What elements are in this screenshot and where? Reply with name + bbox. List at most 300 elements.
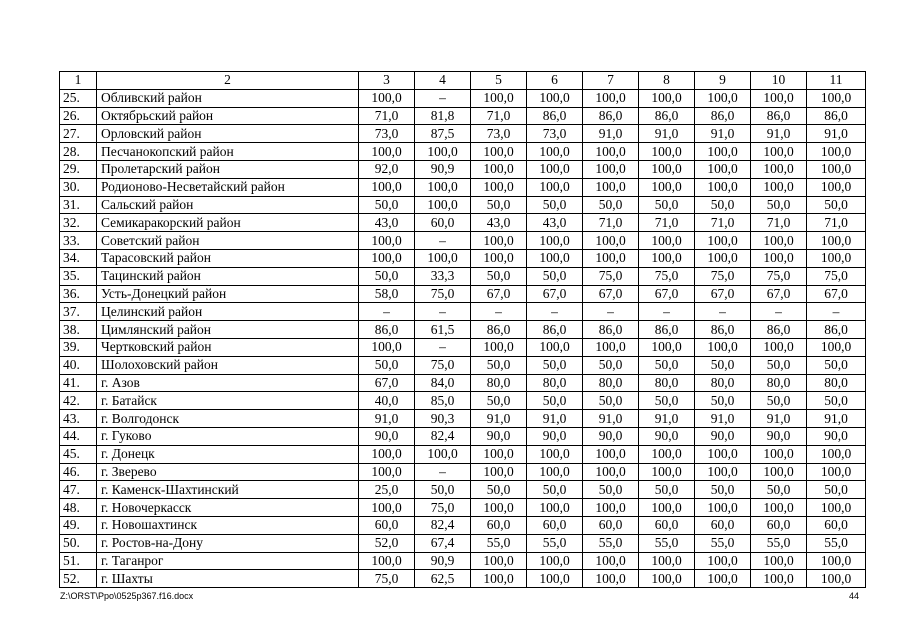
value-cell: 91,0 bbox=[583, 410, 639, 428]
header-cell: 11 bbox=[807, 72, 866, 90]
row-number-cell: 47. bbox=[60, 481, 97, 499]
value-cell: – bbox=[471, 303, 527, 321]
value-cell: 100,0 bbox=[807, 552, 866, 570]
value-cell: 25,0 bbox=[359, 481, 415, 499]
value-cell: 50,0 bbox=[807, 481, 866, 499]
value-cell: 100,0 bbox=[471, 445, 527, 463]
value-cell: 100,0 bbox=[583, 499, 639, 517]
table-row bbox=[60, 356, 866, 374]
value-cell: 90,0 bbox=[471, 427, 527, 445]
table-row bbox=[60, 232, 866, 250]
value-cell: – bbox=[807, 303, 866, 321]
value-cell: 43,0 bbox=[359, 214, 415, 232]
value-cell: 86,0 bbox=[527, 321, 583, 339]
value-cell: 75,0 bbox=[415, 285, 471, 303]
value-cell: 86,0 bbox=[639, 321, 695, 339]
value-cell: 100,0 bbox=[471, 178, 527, 196]
district-name-cell: г. Ростов-на-Дону bbox=[97, 534, 359, 552]
value-cell: 100,0 bbox=[583, 463, 639, 481]
value-cell: 100,0 bbox=[415, 178, 471, 196]
value-cell: 100,0 bbox=[751, 89, 807, 107]
value-cell: 71,0 bbox=[359, 107, 415, 125]
value-cell: 60,0 bbox=[527, 516, 583, 534]
value-cell: 86,0 bbox=[471, 321, 527, 339]
row-number-cell: 27. bbox=[60, 125, 97, 143]
value-cell: 100,0 bbox=[639, 463, 695, 481]
row-number-cell: 30. bbox=[60, 178, 97, 196]
value-cell: 80,0 bbox=[583, 374, 639, 392]
value-cell: 75,0 bbox=[639, 267, 695, 285]
value-cell: 100,0 bbox=[807, 178, 866, 196]
value-cell: 100,0 bbox=[751, 570, 807, 588]
row-number-cell: 29. bbox=[60, 160, 97, 178]
value-cell: 67,0 bbox=[639, 285, 695, 303]
value-cell: 60,0 bbox=[639, 516, 695, 534]
value-cell: 100,0 bbox=[639, 249, 695, 267]
table-row bbox=[60, 196, 866, 214]
value-cell: 85,0 bbox=[415, 392, 471, 410]
value-cell: 100,0 bbox=[471, 89, 527, 107]
value-cell: 50,0 bbox=[695, 196, 751, 214]
value-cell: 82,4 bbox=[415, 427, 471, 445]
value-cell: – bbox=[359, 303, 415, 321]
value-cell: 100,0 bbox=[807, 445, 866, 463]
value-cell: 50,0 bbox=[639, 356, 695, 374]
row-number-cell: 36. bbox=[60, 285, 97, 303]
value-cell: 50,0 bbox=[583, 481, 639, 499]
value-cell: 60,0 bbox=[695, 516, 751, 534]
value-cell: 100,0 bbox=[807, 499, 866, 517]
value-cell: 100,0 bbox=[639, 570, 695, 588]
value-cell: 50,0 bbox=[471, 356, 527, 374]
value-cell: 67,0 bbox=[471, 285, 527, 303]
table-row bbox=[60, 499, 866, 517]
district-name-cell: г. Каменск-Шахтинский bbox=[97, 481, 359, 499]
value-cell: 100,0 bbox=[807, 570, 866, 588]
value-cell: 100,0 bbox=[359, 178, 415, 196]
value-cell: 100,0 bbox=[359, 499, 415, 517]
value-cell: 90,0 bbox=[751, 427, 807, 445]
value-cell: 90,0 bbox=[695, 427, 751, 445]
value-cell: 73,0 bbox=[471, 125, 527, 143]
value-cell: 100,0 bbox=[527, 338, 583, 356]
value-cell: 100,0 bbox=[639, 338, 695, 356]
value-cell: 86,0 bbox=[695, 107, 751, 125]
value-cell: 90,0 bbox=[527, 427, 583, 445]
value-cell: 55,0 bbox=[527, 534, 583, 552]
value-cell: 100,0 bbox=[527, 463, 583, 481]
value-cell: 90,3 bbox=[415, 410, 471, 428]
value-cell: 80,0 bbox=[695, 374, 751, 392]
value-cell: 50,0 bbox=[807, 356, 866, 374]
value-cell: 50,0 bbox=[471, 481, 527, 499]
row-number-cell: 37. bbox=[60, 303, 97, 321]
row-number-cell: 41. bbox=[60, 374, 97, 392]
row-number-cell: 39. bbox=[60, 338, 97, 356]
value-cell: 100,0 bbox=[527, 499, 583, 517]
value-cell: 100,0 bbox=[583, 552, 639, 570]
value-cell: 62,5 bbox=[415, 570, 471, 588]
district-name-cell: Октябрьский район bbox=[97, 107, 359, 125]
value-cell: 100,0 bbox=[471, 249, 527, 267]
value-cell: 86,0 bbox=[639, 107, 695, 125]
value-cell: 100,0 bbox=[527, 445, 583, 463]
value-cell: 87,5 bbox=[415, 125, 471, 143]
row-number-cell: 48. bbox=[60, 499, 97, 517]
value-cell: 81,8 bbox=[415, 107, 471, 125]
value-cell: 50,0 bbox=[751, 392, 807, 410]
value-cell: 71,0 bbox=[807, 214, 866, 232]
district-name-cell: г. Новочеркасск bbox=[97, 499, 359, 517]
value-cell: 58,0 bbox=[359, 285, 415, 303]
value-cell: 100,0 bbox=[471, 552, 527, 570]
table-row bbox=[60, 463, 866, 481]
row-number-cell: 25. bbox=[60, 89, 97, 107]
value-cell: 67,0 bbox=[359, 374, 415, 392]
row-number-cell: 40. bbox=[60, 356, 97, 374]
value-cell: 100,0 bbox=[639, 89, 695, 107]
table-row bbox=[60, 374, 866, 392]
value-cell: 100,0 bbox=[807, 89, 866, 107]
row-number-cell: 46. bbox=[60, 463, 97, 481]
value-cell: 100,0 bbox=[471, 160, 527, 178]
value-cell: 100,0 bbox=[751, 178, 807, 196]
value-cell: 75,0 bbox=[695, 267, 751, 285]
value-cell: – bbox=[415, 463, 471, 481]
value-cell: 100,0 bbox=[583, 570, 639, 588]
district-name-cell: Песчанокопский район bbox=[97, 143, 359, 161]
value-cell: 100,0 bbox=[695, 143, 751, 161]
value-cell: 50,0 bbox=[751, 196, 807, 214]
value-cell: 50,0 bbox=[527, 356, 583, 374]
header-cell: 4 bbox=[415, 72, 471, 90]
value-cell: 100,0 bbox=[471, 499, 527, 517]
row-number-cell: 51. bbox=[60, 552, 97, 570]
district-name-cell: г. Азов bbox=[97, 374, 359, 392]
value-cell: 67,0 bbox=[807, 285, 866, 303]
value-cell: 91,0 bbox=[639, 410, 695, 428]
value-cell: 100,0 bbox=[359, 338, 415, 356]
table-row bbox=[60, 410, 866, 428]
district-name-cell: Цимлянский район bbox=[97, 321, 359, 339]
value-cell: 67,0 bbox=[527, 285, 583, 303]
value-cell: 67,4 bbox=[415, 534, 471, 552]
value-cell: 55,0 bbox=[583, 534, 639, 552]
value-cell: 50,0 bbox=[695, 356, 751, 374]
value-cell: 100,0 bbox=[471, 338, 527, 356]
header-cell: 1 bbox=[60, 72, 97, 90]
district-name-cell: г. Волгодонск bbox=[97, 410, 359, 428]
row-number-cell: 42. bbox=[60, 392, 97, 410]
value-cell: 100,0 bbox=[527, 552, 583, 570]
header-cell: 2 bbox=[97, 72, 359, 90]
district-name-cell: Сальский район bbox=[97, 196, 359, 214]
value-cell: 100,0 bbox=[583, 232, 639, 250]
row-number-cell: 43. bbox=[60, 410, 97, 428]
value-cell: 91,0 bbox=[807, 125, 866, 143]
row-number-cell: 34. bbox=[60, 249, 97, 267]
table-row bbox=[60, 392, 866, 410]
table-row bbox=[60, 178, 866, 196]
row-number-cell: 32. bbox=[60, 214, 97, 232]
table-row bbox=[60, 107, 866, 125]
value-cell: 91,0 bbox=[751, 410, 807, 428]
value-cell: 50,0 bbox=[359, 356, 415, 374]
value-cell: 50,0 bbox=[695, 481, 751, 499]
value-cell: 100,0 bbox=[639, 160, 695, 178]
table-row bbox=[60, 89, 866, 107]
value-cell: 86,0 bbox=[695, 321, 751, 339]
value-cell: 100,0 bbox=[359, 232, 415, 250]
value-cell: 100,0 bbox=[751, 463, 807, 481]
value-cell: 91,0 bbox=[359, 410, 415, 428]
row-number-cell: 28. bbox=[60, 143, 97, 161]
value-cell: 80,0 bbox=[471, 374, 527, 392]
value-cell: 100,0 bbox=[695, 160, 751, 178]
value-cell: 75,0 bbox=[583, 267, 639, 285]
value-cell: 91,0 bbox=[695, 410, 751, 428]
value-cell: 82,4 bbox=[415, 516, 471, 534]
row-number-cell: 45. bbox=[60, 445, 97, 463]
value-cell: 55,0 bbox=[639, 534, 695, 552]
value-cell: 100,0 bbox=[359, 143, 415, 161]
footer-page-number: 44 bbox=[848, 591, 859, 601]
value-cell: 86,0 bbox=[751, 107, 807, 125]
value-cell: 50,0 bbox=[751, 356, 807, 374]
table-header-row bbox=[60, 72, 866, 90]
district-name-cell: Орловский район bbox=[97, 125, 359, 143]
value-cell: 100,0 bbox=[751, 499, 807, 517]
value-cell: 100,0 bbox=[751, 160, 807, 178]
value-cell: 50,0 bbox=[695, 392, 751, 410]
value-cell: 50,0 bbox=[807, 196, 866, 214]
value-cell: 86,0 bbox=[359, 321, 415, 339]
row-number-cell: 52. bbox=[60, 570, 97, 588]
value-cell: 100,0 bbox=[583, 249, 639, 267]
value-cell: 61,5 bbox=[415, 321, 471, 339]
footer-file-path: Z:\ORST\Ppo\0525p367.f16.docx bbox=[60, 591, 194, 601]
value-cell: 50,0 bbox=[359, 196, 415, 214]
value-cell: 100,0 bbox=[807, 463, 866, 481]
value-cell: 84,0 bbox=[415, 374, 471, 392]
data-table bbox=[59, 71, 866, 588]
value-cell: 100,0 bbox=[583, 160, 639, 178]
value-cell: 100,0 bbox=[751, 232, 807, 250]
value-cell: 90,9 bbox=[415, 160, 471, 178]
header-cell: 10 bbox=[751, 72, 807, 90]
value-cell: 86,0 bbox=[527, 107, 583, 125]
value-cell: 71,0 bbox=[639, 214, 695, 232]
value-cell: 100,0 bbox=[639, 143, 695, 161]
value-cell: 100,0 bbox=[471, 232, 527, 250]
value-cell: 80,0 bbox=[527, 374, 583, 392]
value-cell: 50,0 bbox=[639, 196, 695, 214]
value-cell: 50,0 bbox=[527, 392, 583, 410]
value-cell: 50,0 bbox=[639, 481, 695, 499]
row-number-cell: 33. bbox=[60, 232, 97, 250]
value-cell: 50,0 bbox=[359, 267, 415, 285]
value-cell: – bbox=[415, 338, 471, 356]
table-row bbox=[60, 125, 866, 143]
table-row bbox=[60, 285, 866, 303]
table-row bbox=[60, 303, 866, 321]
row-number-cell: 31. bbox=[60, 196, 97, 214]
value-cell: 100,0 bbox=[807, 232, 866, 250]
value-cell: 71,0 bbox=[471, 107, 527, 125]
value-cell: – bbox=[415, 89, 471, 107]
value-cell: 100,0 bbox=[415, 143, 471, 161]
table-row bbox=[60, 249, 866, 267]
district-name-cell: Чертковский район bbox=[97, 338, 359, 356]
value-cell: 60,0 bbox=[583, 516, 639, 534]
value-cell: 43,0 bbox=[527, 214, 583, 232]
district-name-cell: г. Зверево bbox=[97, 463, 359, 481]
value-cell: 100,0 bbox=[527, 89, 583, 107]
value-cell: 90,0 bbox=[639, 427, 695, 445]
value-cell: 100,0 bbox=[583, 178, 639, 196]
row-number-cell: 44. bbox=[60, 427, 97, 445]
value-cell: 100,0 bbox=[583, 338, 639, 356]
value-cell: 50,0 bbox=[527, 196, 583, 214]
value-cell: 100,0 bbox=[359, 552, 415, 570]
district-name-cell: Родионово-Несветайский район bbox=[97, 178, 359, 196]
value-cell: 100,0 bbox=[807, 338, 866, 356]
value-cell: 100,0 bbox=[527, 570, 583, 588]
table-row bbox=[60, 427, 866, 445]
value-cell: – bbox=[415, 303, 471, 321]
row-number-cell: 35. bbox=[60, 267, 97, 285]
value-cell: 60,0 bbox=[471, 516, 527, 534]
value-cell: 100,0 bbox=[807, 160, 866, 178]
value-cell: 86,0 bbox=[583, 107, 639, 125]
table-row bbox=[60, 214, 866, 232]
value-cell: 100,0 bbox=[695, 89, 751, 107]
value-cell: 100,0 bbox=[695, 249, 751, 267]
value-cell: 100,0 bbox=[695, 463, 751, 481]
table-row bbox=[60, 267, 866, 285]
header-cell: 5 bbox=[471, 72, 527, 90]
table-row bbox=[60, 481, 866, 499]
value-cell: 71,0 bbox=[695, 214, 751, 232]
value-cell: 73,0 bbox=[359, 125, 415, 143]
value-cell: 92,0 bbox=[359, 160, 415, 178]
value-cell: 100,0 bbox=[583, 143, 639, 161]
table-row bbox=[60, 570, 866, 588]
value-cell: 100,0 bbox=[471, 570, 527, 588]
district-name-cell: Тацинский район bbox=[97, 267, 359, 285]
value-cell: 50,0 bbox=[471, 267, 527, 285]
value-cell: 100,0 bbox=[639, 178, 695, 196]
value-cell: – bbox=[695, 303, 751, 321]
value-cell: 60,0 bbox=[359, 516, 415, 534]
value-cell: 100,0 bbox=[471, 143, 527, 161]
value-cell: 100,0 bbox=[527, 249, 583, 267]
value-cell: 86,0 bbox=[807, 321, 866, 339]
value-cell: – bbox=[639, 303, 695, 321]
value-cell: 100,0 bbox=[639, 552, 695, 570]
value-cell: 75,0 bbox=[751, 267, 807, 285]
value-cell: 100,0 bbox=[695, 338, 751, 356]
header-cell: 3 bbox=[359, 72, 415, 90]
district-name-cell: Усть-Донецкий район bbox=[97, 285, 359, 303]
value-cell: 75,0 bbox=[415, 356, 471, 374]
header-cell: 9 bbox=[695, 72, 751, 90]
value-cell: 100,0 bbox=[807, 143, 866, 161]
district-name-cell: Советский район bbox=[97, 232, 359, 250]
value-cell: 50,0 bbox=[583, 356, 639, 374]
value-cell: 73,0 bbox=[527, 125, 583, 143]
value-cell: 91,0 bbox=[527, 410, 583, 428]
value-cell: 100,0 bbox=[415, 196, 471, 214]
district-name-cell: Обливский район bbox=[97, 89, 359, 107]
row-number-cell: 49. bbox=[60, 516, 97, 534]
district-name-cell: Семикаракорский район bbox=[97, 214, 359, 232]
table-row bbox=[60, 160, 866, 178]
table-row bbox=[60, 534, 866, 552]
table-row bbox=[60, 516, 866, 534]
district-name-cell: Целинский район bbox=[97, 303, 359, 321]
value-cell: 50,0 bbox=[527, 267, 583, 285]
value-cell: 80,0 bbox=[807, 374, 866, 392]
value-cell: 100,0 bbox=[359, 249, 415, 267]
district-name-cell: г. Гуково bbox=[97, 427, 359, 445]
value-cell: 33,3 bbox=[415, 267, 471, 285]
table-row bbox=[60, 143, 866, 161]
value-cell: 100,0 bbox=[695, 445, 751, 463]
value-cell: 100,0 bbox=[695, 499, 751, 517]
value-cell: 50,0 bbox=[583, 196, 639, 214]
value-cell: 75,0 bbox=[807, 267, 866, 285]
value-cell: 91,0 bbox=[751, 125, 807, 143]
value-cell: 100,0 bbox=[359, 463, 415, 481]
value-cell: 100,0 bbox=[527, 160, 583, 178]
value-cell: 50,0 bbox=[639, 392, 695, 410]
header-cell: 6 bbox=[527, 72, 583, 90]
value-cell: 100,0 bbox=[639, 499, 695, 517]
value-cell: 100,0 bbox=[695, 178, 751, 196]
value-cell: 50,0 bbox=[471, 196, 527, 214]
value-cell: 50,0 bbox=[415, 481, 471, 499]
value-cell: 91,0 bbox=[695, 125, 751, 143]
value-cell: 100,0 bbox=[415, 445, 471, 463]
value-cell: 67,0 bbox=[695, 285, 751, 303]
value-cell: 75,0 bbox=[415, 499, 471, 517]
value-cell: 67,0 bbox=[583, 285, 639, 303]
value-cell: – bbox=[527, 303, 583, 321]
value-cell: 43,0 bbox=[471, 214, 527, 232]
district-name-cell: г. Шахты bbox=[97, 570, 359, 588]
value-cell: 100,0 bbox=[527, 178, 583, 196]
value-cell: 100,0 bbox=[471, 463, 527, 481]
district-name-cell: Шолоховский район bbox=[97, 356, 359, 374]
value-cell: – bbox=[583, 303, 639, 321]
value-cell: 91,0 bbox=[639, 125, 695, 143]
value-cell: 50,0 bbox=[751, 481, 807, 499]
value-cell: 80,0 bbox=[639, 374, 695, 392]
value-cell: 55,0 bbox=[807, 534, 866, 552]
value-cell: 100,0 bbox=[695, 552, 751, 570]
value-cell: 71,0 bbox=[583, 214, 639, 232]
value-cell: 52,0 bbox=[359, 534, 415, 552]
value-cell: 100,0 bbox=[695, 232, 751, 250]
district-name-cell: г. Таганрог bbox=[97, 552, 359, 570]
value-cell: 100,0 bbox=[751, 445, 807, 463]
value-cell: 91,0 bbox=[807, 410, 866, 428]
value-cell: 55,0 bbox=[471, 534, 527, 552]
row-number-cell: 38. bbox=[60, 321, 97, 339]
value-cell: 90,0 bbox=[807, 427, 866, 445]
value-cell: 100,0 bbox=[639, 232, 695, 250]
